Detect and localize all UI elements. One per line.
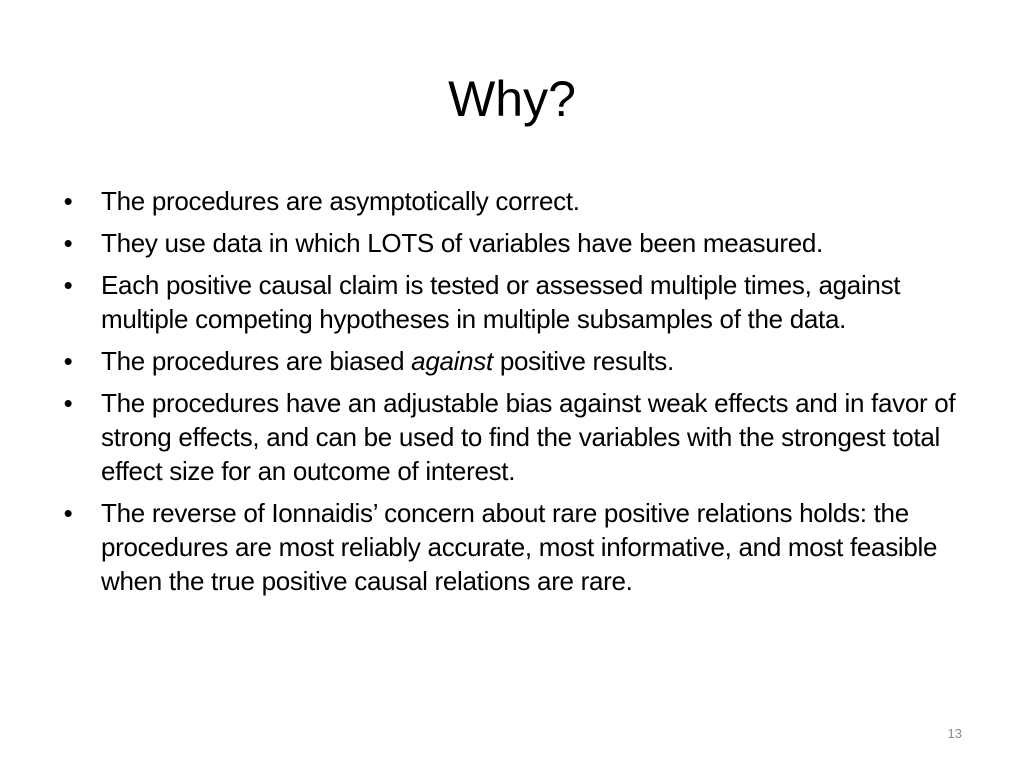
bullet-text: The procedures have an adjustable bias against weak effects and in favor of strong effects, and can be used to find the variables with the strongest total effect size for an outcome of interest.	[101, 388, 956, 486]
bullet-text: The procedures are asymptotically correct.	[101, 186, 580, 216]
bullet-text-after: positive results.	[492, 346, 674, 376]
bullet-icon: •	[63, 498, 73, 528]
bullet-item	[58, 226, 968, 260]
bullet-item	[58, 386, 968, 488]
bullet-text: They use data in which LOTS of variables have been measured.	[101, 228, 823, 258]
bullet-item	[58, 344, 968, 378]
bullet-text	[101, 346, 674, 376]
slide-title: Why?	[448, 71, 576, 127]
emphasis-text: against	[411, 346, 493, 376]
bullet-text: The reverse of Ionnaidis’ concern about rare positive relations holds: the procedures are most reliably accurate, most informative, and most feasible when the true positive causal relations are rare.	[101, 498, 938, 596]
bullet-item	[58, 496, 968, 598]
bullet-icon: •	[63, 186, 73, 216]
bullet-icon: •	[63, 228, 73, 258]
bullet-list	[58, 184, 968, 606]
bullet-icon: •	[63, 346, 73, 376]
bullet-item	[58, 184, 968, 218]
bullet-text: Each positive causal claim is tested or assessed multiple times, against multiple competing hypotheses in multiple subsamples of the data.	[101, 270, 901, 334]
page-number: 13	[947, 726, 962, 741]
bullet-text-before: The procedures are biased	[101, 346, 412, 376]
bullet-icon: •	[63, 388, 73, 418]
bullet-item	[58, 268, 968, 336]
bullet-icon: •	[63, 270, 73, 300]
